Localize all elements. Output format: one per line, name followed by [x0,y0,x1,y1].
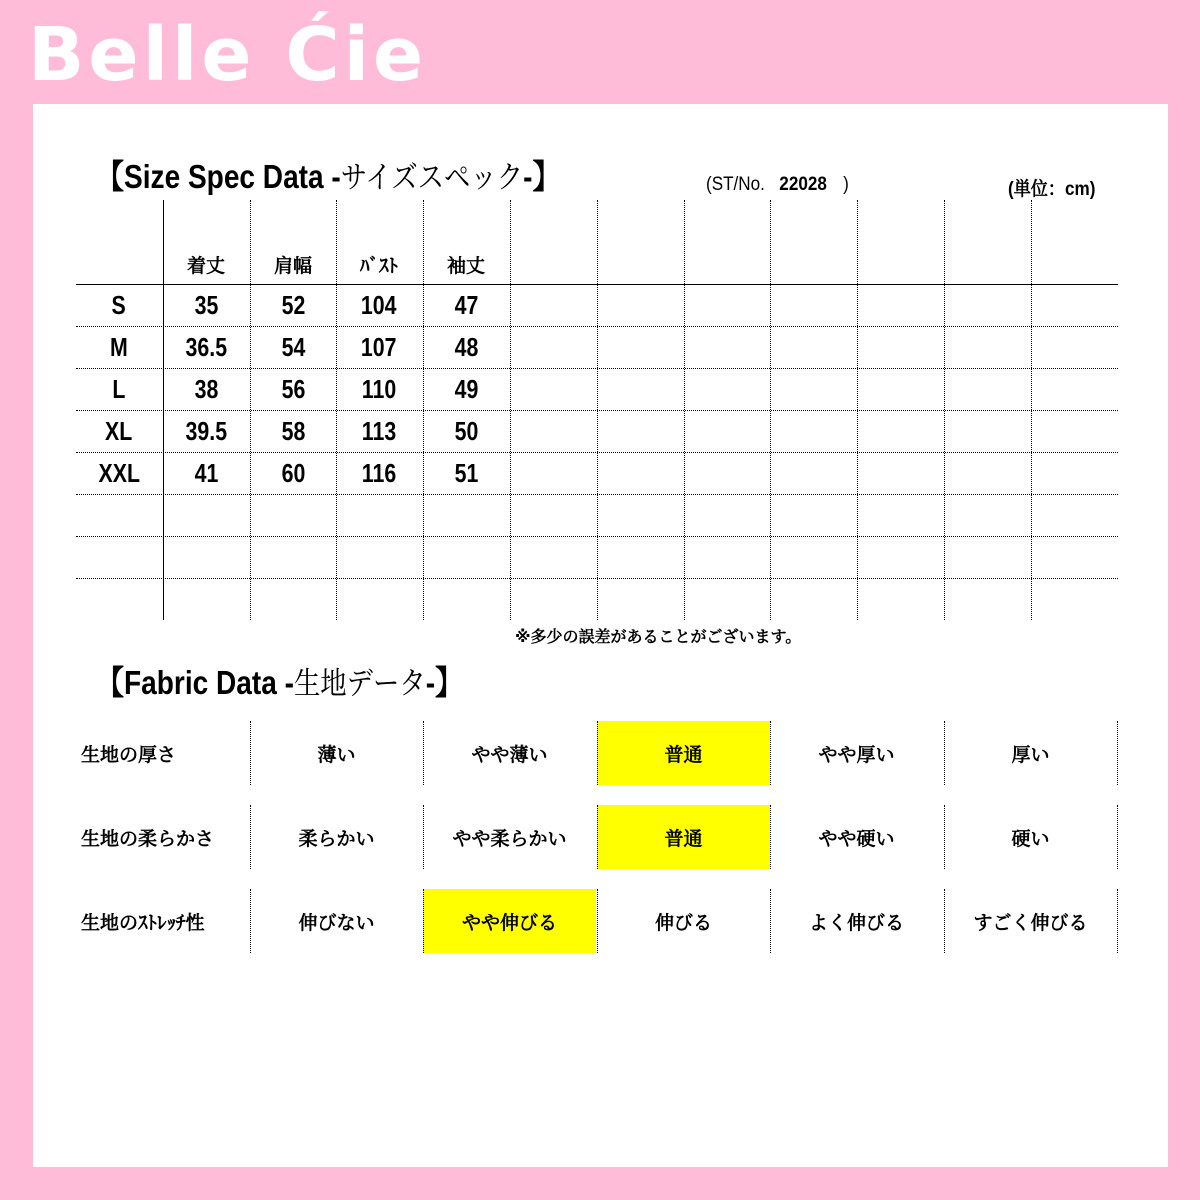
fabric-separator [770,889,771,953]
size-label: S [111,289,127,320]
fabric-separator [250,721,251,785]
fabric-title: 【Fabric Data - [96,664,294,701]
fabric-row-label: 生地のｽﾄﾚｯﾁ性 [81,911,205,934]
grid-row-line [76,494,1118,495]
fabric-separator [944,721,945,785]
fabric-separator [1117,805,1118,869]
fabric-separator [944,889,945,953]
column-header: 着丈 [186,254,225,277]
fabric-option: よく伸びる [808,911,904,934]
style-number-close: ) [843,174,849,195]
fabric-heading [96,666,463,700]
spec-panel [33,104,1168,1167]
size-label: L [112,373,126,404]
grid-row-line [76,536,1118,537]
fabric-option: 厚い [1011,743,1050,766]
size-value: 104 [361,289,397,320]
column-header: 肩幅 [273,254,312,277]
style-number-value: 22028 [779,174,827,195]
brand-logo: Belle Ćie [28,12,428,98]
size-value: 48 [454,331,478,362]
unit-label: (単位：cm) [1008,179,1096,200]
size-value: 58 [281,415,305,446]
fabric-option: やや厚い [818,743,895,766]
fabric-row-label: 生地の柔らかさ [81,827,215,850]
fabric-separator [597,889,598,953]
size-value: 38 [194,373,218,404]
size-value: 51 [454,457,478,488]
size-value: 107 [361,331,397,362]
fabric-separator [1117,721,1118,785]
size-value: 116 [361,457,397,488]
size-value: 47 [454,289,478,320]
fabric-option: 硬い [1011,827,1050,850]
size-value: 56 [281,373,305,404]
fabric-title-jp: 生地データ [293,666,426,702]
grid-row-line [76,578,1118,579]
size-value: 35 [194,289,218,320]
size-label: XXL [98,457,140,488]
size-spec-title: 【Size Spec Data - [96,158,341,195]
size-value: 54 [281,331,305,362]
fabric-separator [597,805,598,869]
size-value: 41 [194,457,218,488]
fabric-option: 伸びない [298,911,375,934]
fabric-option-selected: やや伸びる [423,889,596,953]
size-label: XL [105,415,133,446]
fabric-separator [770,721,771,785]
fabric-option: 伸びる [654,911,712,934]
fabric-option: やや柔らかい [452,827,567,850]
column-header: 袖丈 [446,254,485,277]
fabric-separator [423,721,424,785]
size-value: 36.5 [185,331,227,362]
fabric-separator [250,889,251,953]
fabric-separator [597,721,598,785]
fabric-option-selected: 普通 [597,805,770,869]
fabric-option: やや薄い [471,743,548,766]
size-value: 110 [361,373,397,404]
fabric-option: すごく伸びる [973,911,1088,934]
fabric-separator [1117,889,1118,953]
fabric-title-end: -】 [425,664,464,701]
fabric-separator [423,805,424,869]
size-value: 39.5 [185,415,227,446]
size-spec-heading [96,160,560,194]
tolerance-note: ※多少の誤差があることがございます。 [515,627,802,646]
size-value: 49 [454,373,478,404]
fabric-separator [770,805,771,869]
fabric-separator [250,805,251,869]
fabric-separator [423,889,424,953]
size-value: 52 [281,289,305,320]
column-header: ﾊﾞｽﾄ [359,254,398,277]
size-label: M [110,331,128,362]
style-number-label: (ST/No. [706,174,765,195]
fabric-option-selected: 普通 [597,721,770,785]
size-spec-title-end: -】 [523,158,561,195]
style-number [706,174,849,196]
fabric-row-label: 生地の厚さ [81,743,177,766]
fabric-option: 柔らかい [298,827,375,850]
fabric-option: やや硬い [818,827,895,850]
size-value: 50 [454,415,478,446]
size-spec-title-jp: サイズスペック [340,160,524,196]
fabric-separator [944,805,945,869]
fabric-option: 薄い [317,743,356,766]
size-value: 113 [361,415,397,446]
size-value: 60 [281,457,305,488]
